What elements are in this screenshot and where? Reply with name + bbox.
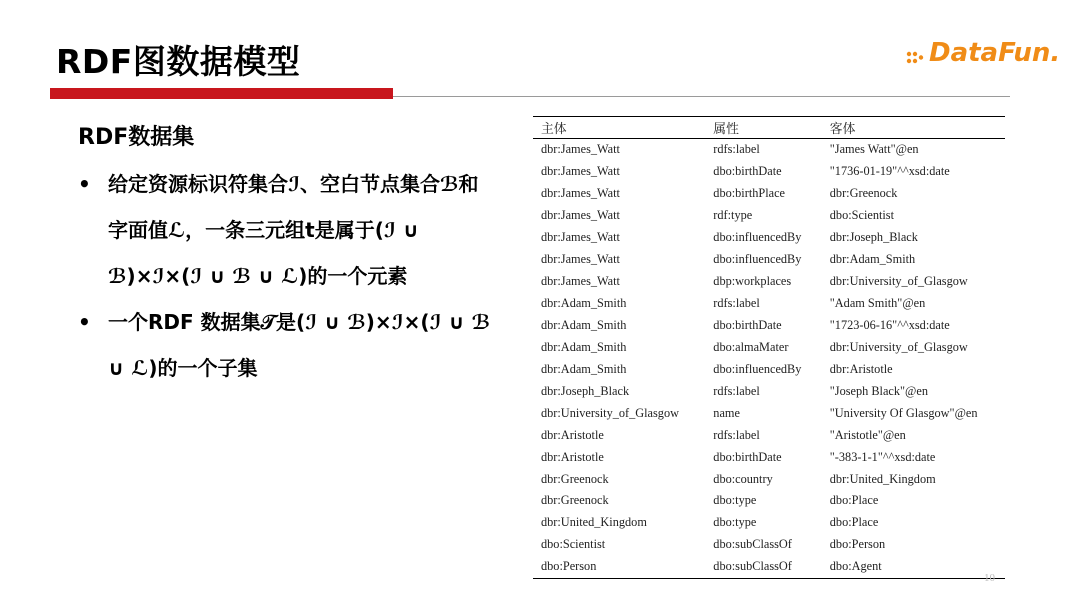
- table-row: [533, 183, 1005, 205]
- cell-object: "Aristotle"@en: [829, 427, 906, 442]
- title-divider-line: [393, 96, 1010, 97]
- cell-subject: dbr:Greenock: [541, 471, 609, 486]
- table-header-row: [533, 117, 1005, 139]
- table-row: [533, 336, 1005, 358]
- table-row: [533, 380, 1005, 402]
- bullet-text: 一个RDF 数据集𝒯是(ℐ ∪ ℬ)×ℐ×(ℐ ∪ ℬ ∪ ℒ)的一个子集: [108, 310, 491, 380]
- cell-predicate: dbo:subClassOf: [705, 556, 821, 578]
- table-row: [533, 512, 1005, 534]
- cell-predicate: dbo:influencedBy: [713, 230, 802, 245]
- bullet-item: [78, 161, 498, 299]
- cell-object: dbr:University_of_Glasgow: [829, 274, 968, 289]
- cell-object: "1736-01-19"^^xsd:date: [829, 164, 950, 179]
- cell-subject: dbr:James_Watt: [541, 252, 620, 267]
- cell-object: "Adam Smith"@en: [829, 296, 926, 311]
- slide-title: RDF图数据模型: [56, 42, 301, 81]
- table-row: [533, 249, 1005, 271]
- table-row: [533, 227, 1005, 249]
- cell-predicate: dbo:country: [713, 471, 773, 486]
- cell-predicate: rdfs:label: [713, 296, 760, 311]
- cell-object: "Joseph Black"@en: [829, 383, 928, 398]
- cell-subject: dbo:Scientist: [541, 537, 606, 552]
- cell-object: dbr:University_of_Glasgow: [829, 339, 968, 354]
- table-row: [533, 161, 1005, 183]
- cell-predicate: rdf:type: [713, 208, 753, 223]
- cell-object: dbo:Place: [829, 493, 879, 508]
- cell-subject: dbr:James_Watt: [541, 208, 620, 223]
- bullet-text: 给定资源标识符集合ℐ、空白节点集合ℬ和字面值ℒ，一条三元组t是属于(ℐ ∪ ℬ)×ℐ×(ℐ ∪ ℬ ∪ ℒ)的一个元素: [108, 172, 479, 288]
- section-subhead: RDF数据集: [78, 125, 195, 150]
- cell-subject: dbr:Greenock: [541, 493, 609, 508]
- bullet-dot-icon: •: [78, 172, 91, 196]
- rdf-triples-table: [533, 116, 1005, 579]
- cell-subject: dbr:James_Watt: [541, 230, 620, 245]
- cell-object: dbo:Person: [829, 537, 886, 552]
- cell-object: "-383-1-1"^^xsd:date: [829, 449, 936, 464]
- cell-predicate: dbp:workplaces: [713, 274, 792, 289]
- cell-predicate: dbo:subClassOf: [713, 537, 792, 552]
- table-row: [533, 293, 1005, 315]
- table-row: [533, 424, 1005, 446]
- header-object: 客体: [822, 117, 1005, 139]
- cell-predicate: rdfs:label: [713, 383, 760, 398]
- cell-object: dbr:Aristotle: [829, 361, 893, 376]
- bullet-dot-icon: •: [78, 310, 91, 334]
- cell-subject: dbo:Person: [533, 556, 705, 578]
- cell-predicate: dbo:birthDate: [713, 164, 782, 179]
- cell-predicate: dbo:birthPlace: [713, 186, 786, 201]
- cell-object: "James Watt"@en: [829, 142, 919, 157]
- logo-text: DataFun.: [929, 38, 1061, 68]
- cell-predicate: dbo:influencedBy: [713, 252, 802, 267]
- left-content: [78, 120, 498, 391]
- cell-predicate: dbo:almaMater: [713, 339, 789, 354]
- cell-object: "1723-06-16"^^xsd:date: [829, 317, 950, 332]
- cell-subject: dbr:James_Watt: [541, 142, 620, 157]
- header-subject: 主体: [533, 117, 705, 139]
- cell-predicate: dbo:birthDate: [713, 449, 782, 464]
- cell-object: dbo:Agent: [822, 556, 1005, 578]
- table-row: [533, 315, 1005, 337]
- table-row: [533, 402, 1005, 424]
- cell-object: "University Of Glasgow"@en: [829, 405, 978, 420]
- table-row: [533, 468, 1005, 490]
- cell-subject: dbr:James_Watt: [541, 186, 620, 201]
- datafun-logo: [905, 38, 1061, 74]
- cell-predicate: dbo:birthDate: [713, 317, 782, 332]
- cell-subject: dbr:Adam_Smith: [541, 339, 627, 354]
- cell-predicate: name: [713, 405, 740, 420]
- table-row: [533, 271, 1005, 293]
- cell-predicate: dbo:influencedBy: [713, 361, 802, 376]
- cell-predicate: dbo:type: [713, 493, 757, 508]
- cell-object: dbr:United_Kingdom: [829, 471, 936, 486]
- cell-object: dbo:Place: [829, 515, 879, 530]
- cell-subject: dbr:James_Watt: [541, 274, 620, 289]
- cell-object: dbo:Scientist: [829, 208, 894, 223]
- cell-object: dbr:Joseph_Black: [829, 230, 918, 245]
- cell-predicate: dbo:type: [713, 515, 757, 530]
- cell-subject: dbr:James_Watt: [541, 164, 620, 179]
- cell-subject: dbr:Joseph_Black: [541, 383, 630, 398]
- page-number: 10: [984, 572, 995, 584]
- logo-dots-icon: [905, 48, 927, 68]
- cell-subject: dbr:University_of_Glasgow: [541, 405, 679, 420]
- cell-object: dbr:Greenock: [829, 186, 898, 201]
- table-row: [533, 490, 1005, 512]
- table-row: [533, 358, 1005, 380]
- cell-predicate: rdfs:label: [713, 142, 760, 157]
- table-row: [533, 534, 1005, 556]
- cell-subject: dbr:Adam_Smith: [541, 296, 627, 311]
- title-underline-bar: [50, 88, 393, 99]
- cell-subject: dbr:Adam_Smith: [541, 361, 627, 376]
- cell-predicate: rdfs:label: [713, 427, 760, 442]
- cell-subject: dbr:Aristotle: [541, 427, 604, 442]
- cell-subject: dbr:Adam_Smith: [541, 317, 627, 332]
- header-predicate: 属性: [705, 117, 821, 139]
- table-row: [533, 205, 1005, 227]
- bullet-item: [78, 299, 498, 391]
- cell-object: dbr:Adam_Smith: [829, 252, 916, 267]
- table-body: [533, 139, 1005, 579]
- cell-subject: dbr:United_Kingdom: [541, 515, 647, 530]
- table-row: [533, 556, 1005, 578]
- table-row: [533, 446, 1005, 468]
- cell-subject: dbr:Aristotle: [541, 449, 604, 464]
- table-row: [533, 139, 1005, 161]
